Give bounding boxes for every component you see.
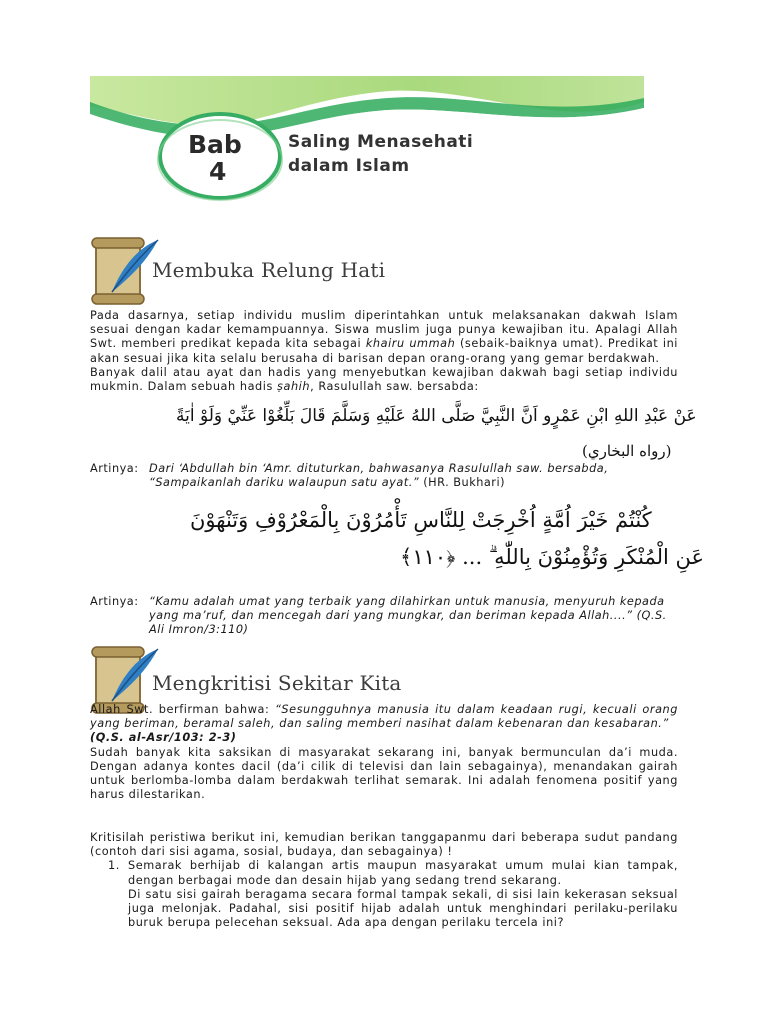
hadith-source: (رواه البخاري): [582, 442, 672, 460]
translation-2: Artinya: “Kamu adalah umat yang terbaik yang dilahirkan untuk manusia, menyuruh kepada yang ma’ruf, dan mencegah dari yang mungkar, dan beriman kepada Allah....” (Q.S. Ali Imron/3:110): [90, 595, 667, 637]
section-title-1: Membuka Relung Hati: [152, 258, 386, 282]
chapter-title-line1: Saling Menasehati: [288, 132, 474, 152]
task-list: [90, 859, 678, 930]
section-title-2: Mengkritisi Sekitar Kita: [152, 671, 402, 695]
hadith-arabic: عَنْ عَبْدِ اللهِ ابْنِ عَمْرٍو اَنَّ النَّبِيَّ صَلَّى اللهُ عَلَيْهِ وَسَلَّمَ قَالَ بَلِّغُوْا عَنِّيْ وَلَوْ اٰيَةً: [176, 406, 697, 426]
bab-label: Bab: [188, 130, 242, 159]
quran-verse-line2: عَنِ الْمُنْكَرِ وَتُؤْمِنُوْنَ بِاللّٰهِ ۗ ... ﴿١١٠﴾: [400, 545, 705, 569]
chapter-title-line2: dalam Islam: [288, 156, 410, 176]
list-item: 1. Semarak berhijab di kalangan artis maupun masyarakat umum mulai kian tampak, dengan berbagai mode dan desain hijab yang sedang trend sekarang. Di satu sisi gairah beragama secara formal tampak sekali, di sisi lain kekerasan seksual juga melonjak. Padahal, sisi positif hijab adalah untuk menghindari perilaku-perilaku buruk berupa pelecehan seksual. Ada apa dengan perilaku tercela ini?: [124, 859, 678, 930]
translation-label: Artinya:: [90, 462, 139, 475]
critique-paragraph: Allah Swt. berfirman bahwa: “Sesungguhnya manusia itu dalam keadaan rugi, kecuali orang yang beriman, beramal saleh, dan saling memberi nasihat dalam kebenaran dan kesabaran.” (Q.S. al-Asr/103: 2-3) Sudah banyak kita saksikan di masyarakat sekarang ini, banyak bermunculan da’i muda. Dengan adanya kontes dacil (da’i cilik di televisi dan lain sebagainya), menandakan gairah untuk berlomba-lomba dalam berdakwah terlihat semarak. Ini adalah fenomena positif yang harus dilestarikan.: [90, 703, 678, 802]
chapter-banner: [88, 72, 644, 212]
section-heading-1: [90, 236, 510, 308]
quran-verse-line1: كُنْتُمْ خَيْرَ اُمَّةٍ اُخْرِجَتْ لِلنَّاسِ تَأْمُرُوْنَ بِالْمَعْرُوْفِ وَتَنْهَوْنَ: [190, 508, 652, 532]
task-paragraph: Kritisilah peristiwa berikut ini, kemudian berikan tanggapanmu dari beberapa sudut pandang (contoh dari sisi agama, sosial, budaya, dan sebagainya) ! 1. Semarak berhijab di kalangan artis maupun masyarakat umum mulai kian tampak, dengan berbagai mode dan desain hijab yang sedang trend sekarang. Di satu sisi gairah beragama secara formal tampak sekali, di sisi lain kekerasan seksual juga melonjak. Padahal, sisi positif hijab adalah untuk menghindari perilaku-perilaku buruk berupa pelecehan seksual. Ada apa dengan perilaku tercela ini?: [90, 831, 678, 930]
translation-1: Artinya: Dari ‘Abdullah bin ‘Amr. dituturkan, bahwasanya Rasulullah saw. bersabda, “Sampaikanlah dariku walaupun satu ayat.” (HR. Bukhari): [90, 462, 609, 490]
intro-paragraph: Pada dasarnya, setiap individu muslim diperintahkan untuk melaksanakan dakwah Islam sesuai dengan kadar kemampuannya. Siswa muslim juga punya kewajiban itu. Apalagi Allah Swt. memberi predikat kepada kita sebagai khairu ummah (sebaik-baiknya umat). Predikat ini akan sesuai jika kita selalu berusaha di barisan depan orang-orang yang gemar berdakwah. Banyak dalil atau ayat dan hadis yang menyebutkan kewajiban dakwah bagi setiap individu mukmin. Dalam sebuah hadis ṣahih, Rasulullah saw. bersabda:: [90, 309, 678, 394]
translation-label: Artinya:: [90, 595, 139, 608]
scroll-quill-icon: [90, 236, 160, 308]
bab-number: 4: [209, 157, 227, 186]
